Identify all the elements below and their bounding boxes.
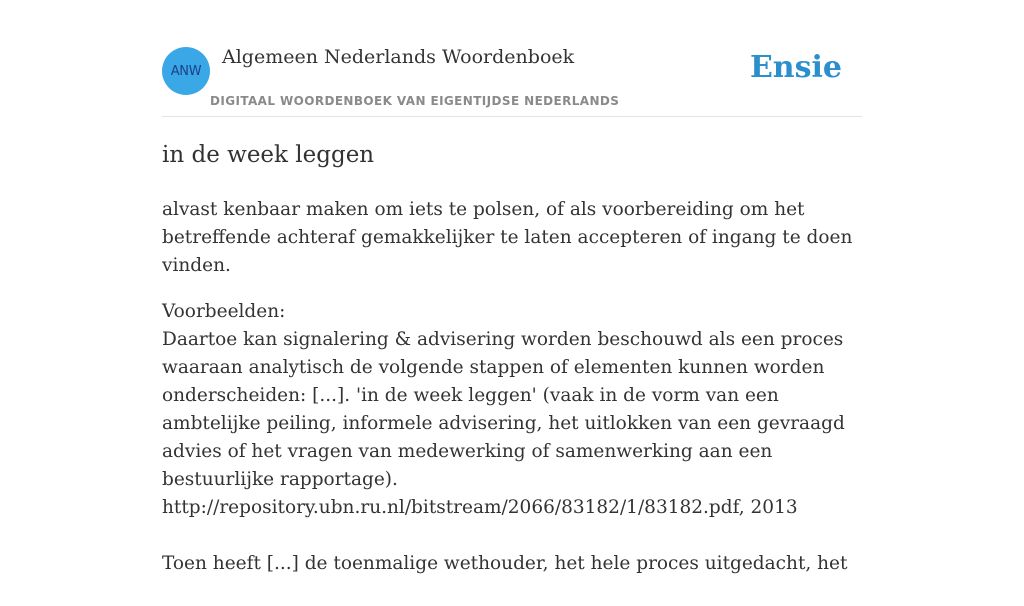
- anw-logo[interactable]: [162, 47, 210, 95]
- example-item: [162, 326, 862, 522]
- example-text: Daartoe kan signalering & advisering worden beschouwd als een proces waaraan analytisch de volgende stappen of elementen kunnen worden onderscheiden: [...]. 'in de week leggen' (vaak in de vorm van een ambtelijke peiling, informele advisering, het uitlokken van een gevraagd advies of het vragen van medewerking of samenwerking aan een bestuurlijke rapportage).: [162, 329, 845, 490]
- site-title[interactable]: Algemeen Nederlands Woordenboek: [222, 46, 575, 68]
- ensie-brand-logo[interactable]: Ensie: [749, 50, 842, 85]
- example-source: http://repository.ubn.ru.nl/bitstream/2066/83182/1/83182.pdf, 2013: [162, 497, 798, 518]
- entry-definition: alvast kenbaar maken om iets te polsen, of als voorbereiding om het betreffende achteraf gemakkelijker te laten accepteren of ingang te doen vinden.: [162, 199, 853, 276]
- examples-label: Voorbeelden:: [162, 301, 286, 322]
- entry-term: in de week leggen: [162, 142, 375, 168]
- site-header: [162, 0, 862, 117]
- example-item: [162, 550, 862, 578]
- site-subtitle: DIGITAAL WOORDENBOEK VAN EIGENTIJDSE NEDERLANDS: [210, 94, 620, 108]
- example-text: Toen heeft [...] de toenmalige wethouder, het hele proces uitgedacht, het: [162, 553, 848, 574]
- logo-text: ANW: [170, 63, 202, 79]
- entry-content: [162, 138, 862, 606]
